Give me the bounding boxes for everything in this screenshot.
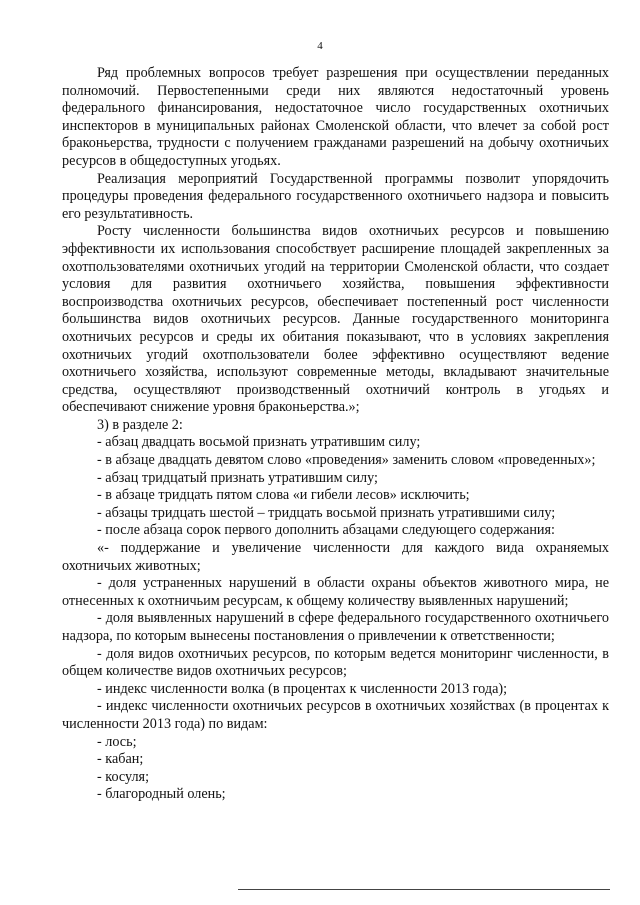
list-item-30: - абзац тридцатый признать утратившим силу; [97, 469, 378, 486]
species-roe-deer: - косуля; [97, 768, 150, 785]
paragraph-growth: Росту численности большинства видов охотничьих ресурсов и повышению эффективности их использования способствует расширение площадей закрепленных за охотпользователями охотничьих угодий на территории Смоленской области, что создает условия для развития охотничьего хозяйства, повышения эффективности воспроизводства охотничьих ресурсов, обеспечивает постепенный рост численности большинства видов охотничьих ресурсов. Данные государственного мониторинга охотничьих ресурсов и среды их обитания показывают, что в условиях закрепления охотничьих угодий охотпользователи более эффективно осуществляют ведение охотничьего хозяйства, используют современные методы, вкладывают значительные средства, осуществляют производственный охотничий контроль в угодьях и обеспечивают снижение уровня браконьерства.»; [62, 223, 609, 416]
indicator-monitored-species: - доля видов охотничьих ресурсов, по которым ведется мониторинг численности, в общем количестве видов охотничьих ресурсов; [62, 645, 609, 680]
species-moose: - лось; [97, 733, 137, 750]
bottom-divider [238, 889, 610, 890]
paragraph-problems: Ряд проблемных вопросов требует разрешения при осуществлении переданных полномочий. Первостепенными среди них являются недостаточный уровень федерального финансирования, недостаточное число государственных охотничьих инспекторов в муниципальных районах Смоленской области, что влечет за собой рост браконьерства, трудности с получением гражданами разрешений на добычу охотничьих ресурсов в общедоступных угодьях. [62, 65, 609, 169]
list-item-36-38: - абзацы тридцать шестой – тридцать восьмой признать утратившими силу; [97, 504, 556, 521]
indicator-detected-violations: - доля выявленных нарушений в сфере федерального государственного охотничьего надзора, по которым вынесены постановления о привлечении к ответственности; [62, 610, 609, 644]
list-item-35: - в абзаце тридцать пятом слова «и гибели лесов» исключить; [97, 487, 470, 504]
list-item-29: - в абзаце двадцать девятом слово «проведения» заменить словом «проведенных»; [97, 452, 596, 469]
list-item-41: - после абзаца сорок первого дополнить абзацами следующего содержания: [97, 522, 555, 539]
indicator-eliminated-violations: - доля устраненных нарушений в области охраны объектов животного мира, не отнесенных к охотничьим ресурсам, к общему количеству выявленных нарушений; [62, 575, 609, 609]
list-item-28: - абзац двадцать восьмой признать утратившим силу; [97, 434, 421, 451]
indicator-wolf-index: - индекс численности волка (в процентах к численности 2013 года); [97, 680, 508, 697]
document-body [62, 65, 609, 804]
page-number: 4 [317, 40, 323, 52]
paragraph-program: Реализация мероприятий Государственной программы позволит упорядочить процедуры проведения федерального государственного охотничьего надзора и повысить его результативность. [62, 170, 609, 222]
species-red-deer: - благородный олень; [97, 786, 226, 803]
indicator-resources-index: - индекс численности охотничьих ресурсов в охотничьих хозяйствах (в процентах к численности 2013 года) по видам: [62, 698, 609, 732]
paragraph-section-2: 3) в разделе 2: [97, 416, 183, 433]
species-boar: - кабан; [97, 751, 144, 768]
indicator-protected-animals: «- поддержание и увеличение численности для каждого вида охраняемых охотничьих животных; [62, 540, 609, 574]
